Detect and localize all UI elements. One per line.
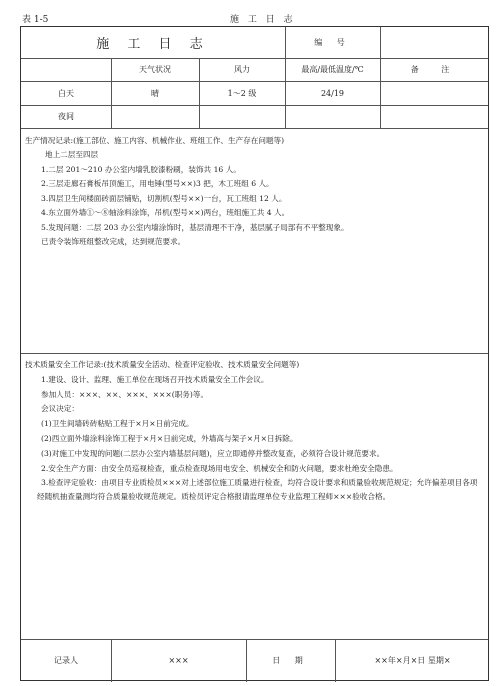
production-record-line: 5.发现问题：二层 203 办公室内墙涂饰时，基层清理不干净，基层腻子局部有不平整现象。 [41, 222, 349, 232]
log-title: 施 工 日 志 [96, 37, 210, 52]
day-wind[interactable]: 1～2 级 [227, 88, 257, 98]
number-label: 编 号 [314, 38, 351, 47]
quality-record-line: (2)西立面外墙涂料涂饰工程于×月×日前完成，外墙高与架子×月×日拆除。 [41, 433, 298, 443]
day-weather[interactable]: 晴 [151, 88, 159, 98]
date-value[interactable]: ××年×月×日 星期× [374, 656, 451, 665]
production-record-line: 2.三层走廊石膏板吊顶施工，用电锤(型号××)3 把，木工班组 6 人。 [41, 179, 274, 189]
production-record-line: 3.四层卫生间楼面砖面层铺贴，切割机(型号××)一台，瓦工班组 12 人。 [41, 193, 287, 203]
production-record-line: 已责令装饰班组整改完成，达到规范要求。 [41, 236, 186, 246]
quality-record-line: (3)对施工中发现的问题(二层办公室内墙基层问题)，应立即通停并整改复查，必须符合设计规范要求。 [41, 448, 385, 458]
date-label: 日 期 [272, 656, 309, 665]
night-weather[interactable] [111, 105, 199, 128]
day-temperature[interactable]: 24/19 [320, 88, 345, 98]
day-row-label: 白天 [58, 88, 74, 98]
quality-record-line: 3.检查评定验收：由项目专业质检员×××对上述部位施工质量进行检查，均符合设计要求和质量验收规范规定；允许偏差项目各项经随机抽查量测均符合质量验收规范规定。质检员评定合格报请监理单位专业监理工程师×××验收合格。 [37, 478, 478, 502]
quality-record-heading: 技术质量安全工作记录:(技术质量安全活动、检查评定验收、技术质量安全问题等) [25, 360, 300, 369]
production-record-line: 1.二层 201～210 办公室内墙乳胶漆粉刷，装饰共 16 人。 [41, 164, 241, 174]
recorder-label: 记录人 [54, 656, 78, 665]
night-remark[interactable] [380, 105, 490, 128]
quality-record-line: 2.安全生产方面：由安全员巡视检查，重点检查现场用电安全、机械安全和防火问题，要求杜绝安全隐患。 [41, 463, 398, 473]
day-remark[interactable] [380, 81, 490, 105]
table-number-label: 表 1-5 [22, 15, 49, 25]
page-header-title: 施 工 日 志 [230, 15, 296, 25]
production-record-section [25, 134, 482, 249]
remark-column-header: 备 注 [410, 65, 460, 74]
night-wind[interactable] [199, 105, 285, 128]
quality-record-line: (1)卫生间墙砖砖粘贴工程于×月×日前完成。 [41, 419, 194, 429]
quality-record-line: 参加人员：×××、××、×××、×××(职务)等。 [41, 389, 209, 399]
construction-log-form [20, 26, 489, 681]
night-temperature[interactable] [285, 105, 380, 128]
quality-record-line: 1.建设、设计、监理、施工单位在现场召开技术质量安全工作会议。 [41, 374, 269, 384]
night-row-label: 夜间 [58, 112, 74, 121]
production-record-line: 4.东立面外墙①～⑧轴涂料涂饰，吊机(型号××)两台，班组施工共 4 人。 [41, 208, 290, 218]
quality-record-line: 会议决定： [41, 404, 79, 414]
quality-safety-record-section [25, 358, 482, 505]
production-record-heading: 生产情况记录:(施工部位、施工内容、机械作业、班组工作、生产存在问题等) [25, 136, 285, 145]
recorder-value[interactable]: ××× [168, 656, 189, 665]
production-record-line: 地上二层至四层 [45, 150, 99, 160]
number-value[interactable] [380, 27, 490, 58]
temperature-column-header: 最高/最低温度/℃ [301, 65, 364, 74]
weather-column-header: 天气状况 [139, 65, 171, 74]
wind-column-header: 风力 [234, 65, 250, 74]
